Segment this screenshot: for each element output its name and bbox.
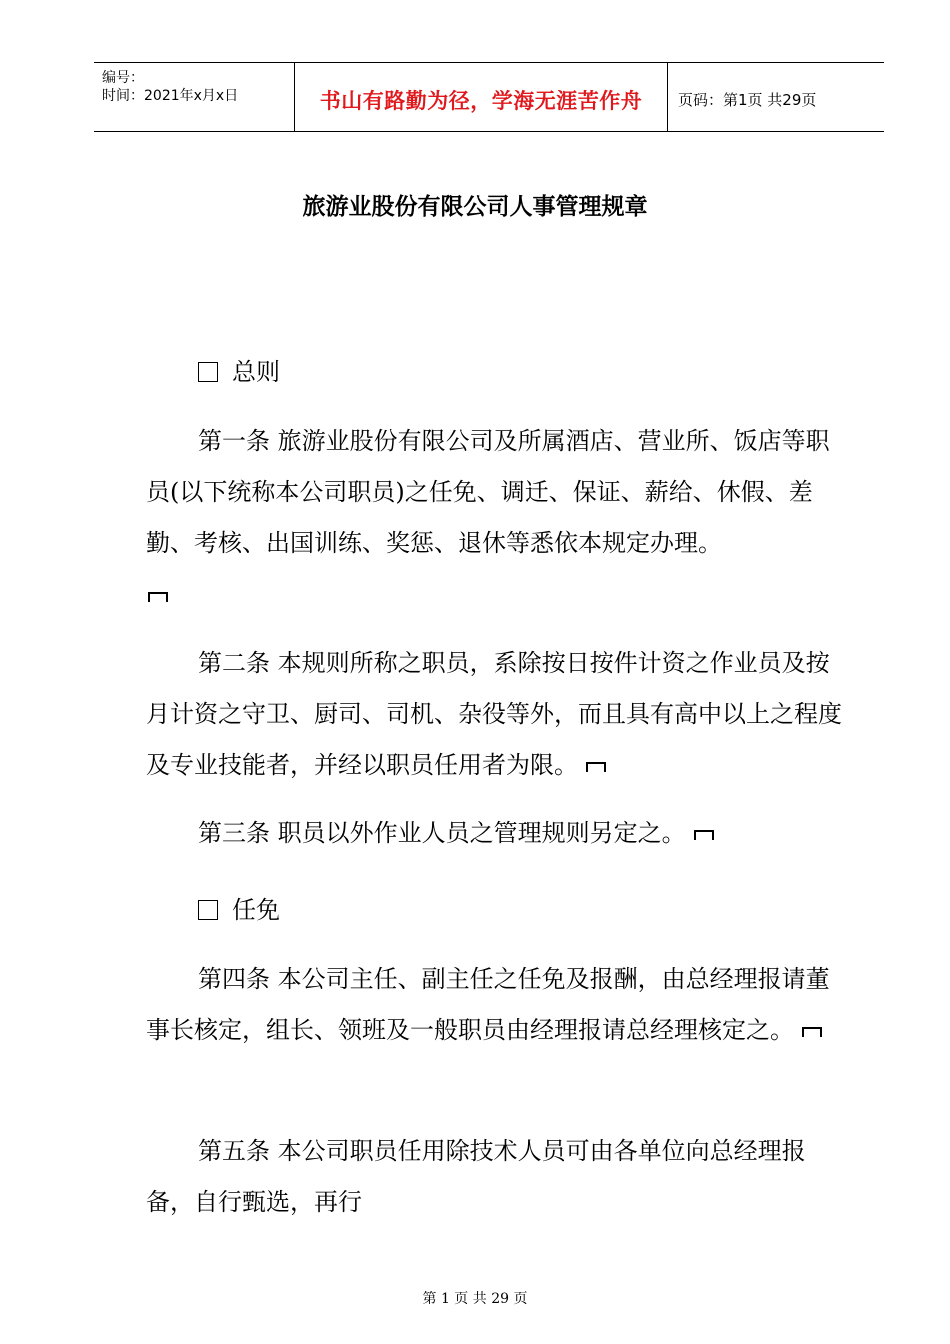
header-page-cell — [668, 63, 884, 131]
section-title: 总则 — [232, 358, 280, 386]
article-5 — [146, 1126, 846, 1228]
section-heading-appointment — [198, 890, 280, 925]
article-1 — [146, 416, 846, 569]
article-3 — [146, 808, 846, 859]
article-4 — [146, 954, 846, 1056]
section-heading-general — [198, 352, 280, 387]
article-text: 第一条 旅游业股份有限公司及所属酒店、营业所、饭店等职员(以下统称本公司职员)之任免、调迁、保证、薪给、休假、差勤、考核、出国训练、奖惩、退休等悉依本规定办理。 — [146, 427, 830, 557]
checkbox-square-icon — [198, 900, 218, 920]
paragraph-mark-icon — [586, 762, 606, 772]
article-2 — [146, 638, 846, 791]
paragraph-mark-icon — [148, 592, 168, 602]
number-label: 编号： — [102, 70, 144, 86]
article-text: 第三条 职员以外作业人员之管理规则另定之。 — [198, 819, 686, 847]
section-title: 任免 — [232, 896, 280, 924]
paragraph-mark-icon — [694, 830, 714, 840]
page-footer: 第 1 页 共 29 页 — [422, 1291, 528, 1307]
header-meta — [94, 63, 295, 131]
header-page-info: 页码：第1页 共29页 — [678, 91, 817, 109]
page-header — [94, 62, 884, 132]
document-title: 旅游业股份有限公司人事管理规章 — [302, 193, 648, 220]
checkbox-square-icon — [198, 362, 218, 382]
time-label: 时间：2021年x月x日 — [102, 88, 239, 104]
article-text: 第四条 本公司主任、副主任之任免及报酬，由总经理报请董事长核定，组长、领班及一般职员由经理报请总经理核定之。 — [146, 965, 830, 1044]
article-text: 第五条 本公司职员任用除技术人员可由各单位向总经理报备，自行甄选，再行 — [146, 1137, 806, 1216]
header-motto: 书山有路勤为径，学海无涯苦作舟 — [319, 89, 643, 113]
header-motto-cell — [295, 63, 668, 131]
article-text: 第二条 本规则所称之职员，系除按日按件计资之作业员及按月计资之守卫、厨司、司机、杂役等外，而且具有高中以上之程度及专业技能者，并经以职员任用者为限。 — [146, 649, 842, 779]
paragraph-mark-icon — [802, 1027, 822, 1037]
